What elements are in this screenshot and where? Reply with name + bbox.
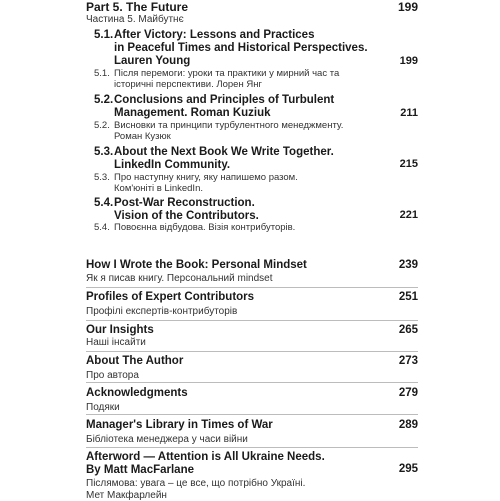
section-subnumber: 5.1. [94, 68, 110, 79]
section-number: 5.2. [94, 94, 113, 107]
entry-title: Our Insights [86, 324, 376, 337]
page-number: 289 [399, 419, 418, 432]
entry-title: Profiles of Expert Contributors [86, 291, 376, 304]
entry-subtitle-line: Мет Макфарлейн [86, 490, 386, 501]
section-title-line: Lauren Young [114, 55, 384, 68]
divider [86, 414, 418, 415]
section-subtitle-line: історичні перспективи. Лорен Янг [114, 79, 414, 90]
section-subtitle-line: Повоєнна відбудова. Візія контрибуторів. [114, 222, 414, 233]
page-number: 211 [400, 107, 418, 120]
section-title [114, 29, 384, 68]
section-subtitle [114, 222, 414, 233]
divider [86, 351, 418, 352]
toc-entry [86, 419, 418, 449]
part-subtitle: Частина 5. Майбутнє [86, 14, 184, 26]
entry-subtitle: Профілі експертів-контрибуторів [86, 306, 386, 318]
section-title [114, 197, 384, 223]
section-subtitle [114, 120, 414, 142]
toc-entry [86, 355, 418, 385]
entry-subtitle: Наші інсайти [86, 337, 386, 349]
entry-title-line: Afterword — Attention is All Ukraine Needs. [86, 451, 376, 464]
toc-section [86, 197, 418, 237]
entry-subtitle: Про автора [86, 370, 386, 382]
page-number: 199 [398, 0, 418, 14]
section-title [114, 94, 384, 120]
section-title-line: Management. Roman Kuziuk [114, 107, 384, 120]
entry-title: How I Wrote the Book: Personal Mindset [86, 259, 376, 272]
section-subnumber: 5.4. [94, 222, 110, 233]
section-title-line: in Peaceful Times and Historical Perspectives. [114, 42, 384, 55]
toc-section [86, 29, 418, 89]
section-title-line: Vision of the Contributors. [114, 210, 384, 223]
section-subtitle-line: Роман Кузюк [114, 131, 414, 142]
entry-title: About The Author [86, 355, 376, 368]
part-heading [86, 0, 418, 28]
section-subtitle-line: Ком'юніті в LinkedIn. [114, 183, 414, 194]
entry-subtitle-line: Післямова: увага – це все, що потрібно Україні. [86, 478, 386, 490]
entry-title [86, 451, 376, 477]
page-number: 251 [399, 291, 418, 304]
section-number: 5.4. [94, 197, 113, 210]
section-title-line: Conclusions and Principles of Turbulent [114, 94, 384, 107]
toc-entry [86, 387, 418, 417]
page-number: 199 [400, 55, 418, 68]
section-number: 5.1. [94, 29, 113, 42]
page-number: 221 [400, 209, 418, 222]
section-subtitle-line: Після перемоги: уроки та практики у мирний час та [114, 68, 414, 79]
page-number: 273 [399, 355, 418, 368]
section-subnumber: 5.2. [94, 120, 110, 131]
toc-entry [86, 291, 418, 321]
toc-entry [86, 259, 418, 289]
entry-title: Acknowledgments [86, 387, 376, 400]
entry-subtitle [86, 478, 386, 501]
divider [86, 447, 418, 448]
section-subtitle [114, 172, 414, 194]
page-number: 215 [400, 158, 418, 171]
entry-subtitle: Бібліотека менеджера у часи війни [86, 434, 386, 446]
page-number: 279 [399, 387, 418, 400]
entry-subtitle: Як я писав книгу. Персональний mindset [86, 273, 386, 285]
section-subnumber: 5.3. [94, 172, 110, 183]
section-number: 5.3. [94, 146, 113, 159]
section-subtitle-line: Про наступну книгу, яку напишемо разом. [114, 172, 414, 183]
page-number: 239 [399, 259, 418, 272]
part-title: Part 5. The Future [86, 0, 188, 14]
entry-title-line: By Matt MacFarlane [86, 464, 376, 477]
toc-entry [86, 324, 418, 354]
section-title-line: LinkedIn Community. [114, 159, 384, 172]
toc-section [86, 94, 418, 140]
page-number: 265 [399, 324, 418, 337]
divider [86, 382, 418, 383]
divider [86, 320, 418, 321]
divider [86, 287, 418, 288]
section-subtitle [114, 68, 414, 90]
section-title [114, 146, 384, 172]
section-title-line: After Victory: Lessons and Practices [114, 29, 384, 42]
entry-title: Manager's Library in Times of War [86, 419, 376, 432]
toc-section [86, 146, 418, 192]
section-subtitle-line: Висновки та принципи турбулентного менеджменту. [114, 120, 414, 131]
page-number: 295 [399, 463, 418, 476]
entry-subtitle: Подяки [86, 402, 386, 414]
section-title-line: Post-War Reconstruction. [114, 197, 384, 210]
section-title-line: About the Next Book We Write Together. [114, 146, 384, 159]
toc-entry [86, 451, 418, 499]
